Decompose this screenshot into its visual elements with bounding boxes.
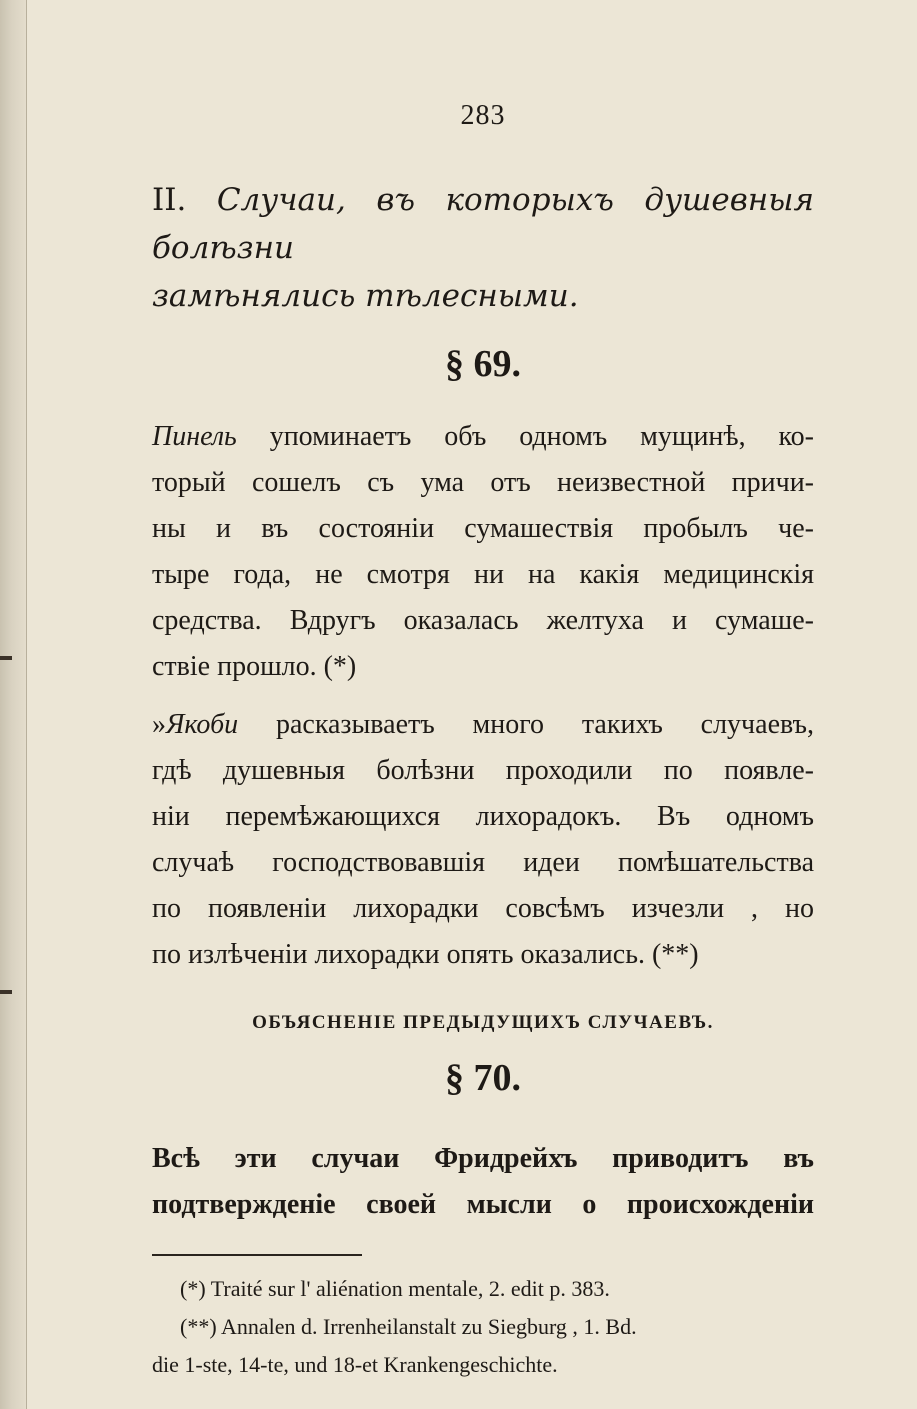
chapter-subheading [152,176,814,320]
footnote-2-line-2: die 1-ste, 14-te, und 18-et Krankengeschichte. [152,1352,558,1377]
subheading-line-1: Случаи, въ которыхъ душевныя болѣзни [152,182,814,266]
paragraph-jacobi [152,702,814,978]
paragraph-line: случаѣ господствовавшія идеи помѣшательства [152,847,814,878]
author-name-pinel: Пинель [152,421,237,452]
subheading-line-2: замѣнялись тѣлесными. [152,278,579,314]
explanation-heading: ОБЪЯСНЕНІЕ ПРЕДЫДУЩИХЪ СЛУЧАЕВЪ. [252,1012,714,1033]
page-spine-edge [0,0,27,1409]
paragraph-line: средства. Вдругъ оказалась желтуха и сумаше- [152,605,814,636]
author-name-jacobi: Якоби [166,709,239,740]
paragraph-line: по появленіи лихорадки совсѣмъ изчезли , но [152,893,814,924]
paragraph-line: по излѣченіи лихорадки опять оказались. (**) [152,939,699,970]
footnote-1: (*) Traité sur l' aliénation mentale, 2. edit p. 383. [180,1276,610,1301]
subheading-numeral: II. [152,182,187,218]
paragraph-friedreich [152,1136,814,1228]
spine-mark [0,990,12,994]
page-number: 283 [460,100,506,131]
paragraph-pinel [152,414,814,690]
footnote-divider [152,1254,362,1256]
paragraph-line: торый сошелъ съ ума отъ неизвестной причи- [152,467,814,498]
paragraph-line: Всѣ эти случаи Фридрейхъ приводитъ въ [152,1143,814,1174]
paragraph-line: подтвержденіе своей мысли о происхожденіи [152,1189,814,1220]
footnote-2-line-1: (**) Annalen d. Irrenheilanstalt zu Siegburg , 1. Bd. [180,1314,637,1339]
quote-mark: » [152,709,166,740]
section-70-heading: § 70. [445,1057,521,1099]
footnote-2 [152,1308,814,1384]
paragraph-line: гдѣ душевныя болѣзни проходили по появле- [152,755,814,786]
paragraph-line: ніи перемѣжающихся лихорадокъ. Въ одномъ [152,801,814,832]
paragraph-line: тыре года, не смотря ни на какія медицинскія [152,559,814,590]
spine-mark [0,656,12,660]
section-69-heading: § 69. [445,343,521,385]
paragraph-line: упоминаетъ объ одномъ мущинѣ, ко- [269,421,815,452]
paragraph-line: ны и въ состояніи сумашествія пробылъ че- [152,513,814,544]
paragraph-line: ствіе прошло. (*) [152,651,357,682]
text-block [152,100,814,1384]
paragraph-line: расказываетъ много такихъ случаевъ, [275,709,814,740]
